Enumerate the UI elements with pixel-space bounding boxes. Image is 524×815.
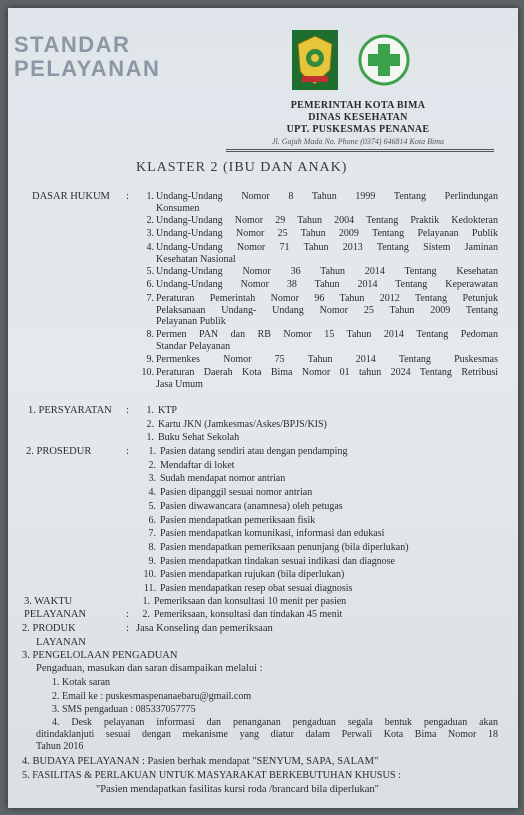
dasar-hukum-line: Undang-Undang Nomor 25 Tahun 2009 Tentang Pelayanan Publik [156, 228, 498, 239]
waktu-label: 3. WAKTU [24, 596, 73, 607]
dasar-hukum-number: 1. [146, 191, 154, 202]
dasar-hukum-number: 10. [141, 367, 154, 378]
dasar-hukum-line: Standar Pelayanan [156, 340, 231, 352]
service-standard-poster [8, 8, 518, 808]
produk-label-2: LAYANAN [36, 637, 86, 648]
waktu-number: 1. [142, 596, 150, 607]
dasar-hukum-line: Undang-Undang Nomor 38 Tahun 2014 Tentang Keperawatan [156, 279, 498, 290]
waktu-item: Pemeriksaan, konsultasi dan tindakan 45 menit [154, 609, 343, 620]
prosedur-number: 9. [148, 555, 156, 567]
header-divider [226, 149, 494, 150]
dasar-hukum-number: 6. [146, 279, 154, 290]
cluster-title: KLASTER 2 (IBU DAN ANAK) [136, 160, 348, 175]
dasar-hukum-line: Pelaksanaan Undang- Undang Nomor 25 Tahun 2009 Tentang [156, 304, 498, 316]
header-divider-2 [226, 151, 494, 152]
persyaratan-number: 1. [146, 432, 154, 443]
produk-colon: : [126, 623, 129, 634]
prosedur-number: 3. [148, 473, 156, 485]
prosedur-label: 2. PROSEDUR [26, 446, 92, 457]
prosedur-step: Pasien mendapatkan komunikasi, informasi dan edukasi [160, 528, 385, 540]
dasar-hukum-number: 2. [146, 215, 154, 226]
fasilitas-value: "Pasien mendapatkan fasilitas kursi roda /brancard bila diperlukan" [96, 784, 379, 795]
pengaduan-item-4-line: Tahun 2016 [36, 741, 84, 752]
prosedur-number: 5. [148, 500, 156, 512]
gov-name: PEMERINTAH KOTA BIMA [290, 100, 426, 111]
persyaratan-label: 1. PERSYARATAN [28, 405, 112, 416]
dasar-hukum-label: DASAR HUKUM [32, 191, 110, 202]
prosedur-number: 6. [148, 514, 156, 526]
persyaratan-number: 2. [146, 419, 154, 430]
dasar-hukum-line: Undang-Undang Nomor 29 Tahun 2004 Tentang Praktik Kedokteran [156, 215, 498, 226]
address: Jl. Gajah Mada No. Phone (0374) 646814 Kota Bima [272, 137, 444, 146]
prosedur-step: Mendaftar di loket [160, 459, 235, 471]
waktu-label-2: PELAYANAN [24, 609, 87, 620]
prosedur-colon: : [126, 446, 129, 457]
pengaduan-item: 1. Kotak saran [52, 677, 111, 688]
prosedur-step: Pasien dipanggil sesuai nomor antrian [160, 487, 313, 499]
budaya-pelayanan: 4. BUDAYA PELAYANAN : Pasien berhak mendapat "SENYUM, SAPA, SALAM" [22, 756, 379, 767]
dasar-hukum-line: Permen PAN dan RB Nomor 15 Tahun 2014 Tentang Pedoman [156, 329, 498, 340]
dasar-hukum-line: Konsumen [156, 202, 200, 214]
shield-emblem-icon [292, 30, 338, 90]
prosedur-number: 11. [143, 583, 156, 594]
prosedur-step: Pasien mendapatkan resep obat sesuai diagnosis [160, 583, 353, 594]
prosedur-number: 7. [148, 528, 156, 540]
produk-value: Jasa Konseling dan pemeriksaan [136, 623, 273, 634]
pengaduan-item-4-line: 4. Desk pelayanan informasi dan penanganan pengaduan segala bentuk pengaduan akan [52, 717, 498, 728]
dasar-hukum-line: Pelayanan Publik [156, 316, 226, 327]
prosedur-number: 1. [148, 446, 156, 457]
prosedur-number: 2. [148, 459, 156, 471]
waktu-number: 2. [142, 609, 150, 620]
persyaratan-colon: : [126, 405, 129, 416]
dasar-hukum-number: 9. [146, 354, 154, 365]
poster-title-line1: STANDAR [14, 32, 131, 57]
prosedur-number: 8. [148, 541, 156, 553]
dasar-hukum-number: 7. [146, 293, 154, 304]
dept-name: DINAS KESEHATAN [308, 112, 408, 123]
green-cross-icon [358, 34, 410, 86]
waktu-colon: : [126, 609, 129, 620]
dasar-hukum-colon: : [126, 191, 129, 202]
poster-title-line2: PELAYANAN [14, 56, 161, 81]
dasar-hukum-number: 8. [146, 329, 154, 340]
prosedur-step: Pasien mendapatkan rujukan (bila diperlukan) [160, 569, 345, 581]
prosedur-step: Pasien mendapatkan pemeriksaan penunjang (bila diperlukan) [160, 541, 409, 553]
dasar-hukum-line: Permenkes Nomor 75 Tahun 2014 Tentang Puskesmas [156, 354, 498, 365]
dasar-hukum-line: Undang-Undang Nomor 8 Tahun 1999 Tentang Perlindungan [156, 191, 498, 202]
dasar-hukum-line: Jasa Umum [156, 378, 203, 390]
dasar-hukum-line: Peraturan Daerah Kota Bima Nomor 01 tahun 2024 Tentang Retribusi [156, 367, 498, 378]
dasar-hukum-number: 5. [146, 266, 154, 277]
pengaduan-label: 3. PENGELOLAAN PENGADUAN [22, 650, 178, 661]
prosedur-step: Pasien mendapatkan tindakan sesuai indikasi dan diagnose [160, 555, 395, 567]
pengaduan-item-4-line: ditindaklanjuti sesuai dengan mekanisme yang diatur dalam Perwali Kota Bima Nomor 18 [36, 729, 498, 740]
dasar-hukum-number: 3. [146, 228, 154, 239]
prosedur-number: 10. [143, 569, 156, 581]
prosedur-step: Pasien datang sendiri atau dengan pendamping [160, 446, 348, 457]
pengaduan-item: 3. SMS pengaduan : 085337057775 [52, 704, 196, 715]
persyaratan-item: KTP [158, 405, 177, 416]
produk-label: 2. PRODUK [22, 623, 76, 634]
pengaduan-intro: Pengaduan, masukan dan saran disampaikan melalui : [36, 663, 263, 674]
prosedur-step: Sudah mendapat nomor antrian [160, 473, 286, 485]
waktu-item: Pemeriksaan dan konsultasi 10 menit per pasien [154, 596, 347, 607]
poster-title [14, 33, 160, 81]
dasar-hukum-line: Kesehatan Nasional [156, 253, 236, 265]
dasar-hukum-line: Undang-Undang Nomor 36 Tahun 2014 Tentang Kesehatan [156, 266, 498, 277]
prosedur-step: Pasien diwawancara (anamnesa) oleh petugas [160, 500, 343, 512]
fasilitas-label: 5. FASILITAS & PERLAKUAN UNTUK MASYARAKAT BERKEBUTUHAN KHUSUS : [22, 770, 401, 781]
persyaratan-number: 1. [146, 405, 154, 416]
dasar-hukum-number: 4. [146, 242, 154, 253]
dasar-hukum-line: Undang-Undang Nomor 71 Tahun 2013 Tentang Sistem Jaminan [156, 242, 498, 253]
unit-name: UPT. PUSKESMAS PENANAE [286, 124, 430, 135]
pengaduan-item: 2. Email ke : puskesmaspenanaebaru@gmail.com [52, 690, 252, 702]
persyaratan-item: Buku Sehat Sekolah [158, 432, 240, 443]
dasar-hukum-line: Peraturan Pemerintah Nomor 96 Tahun 2012 Tentang Petunjuk [156, 293, 498, 304]
prosedur-number: 4. [148, 487, 156, 499]
persyaratan-item: Kartu JKN (Jamkesmas/Askes/BPJS/KIS) [158, 419, 327, 430]
prosedur-step: Pasien mendapatkan pemeriksaan fisik [160, 514, 316, 526]
